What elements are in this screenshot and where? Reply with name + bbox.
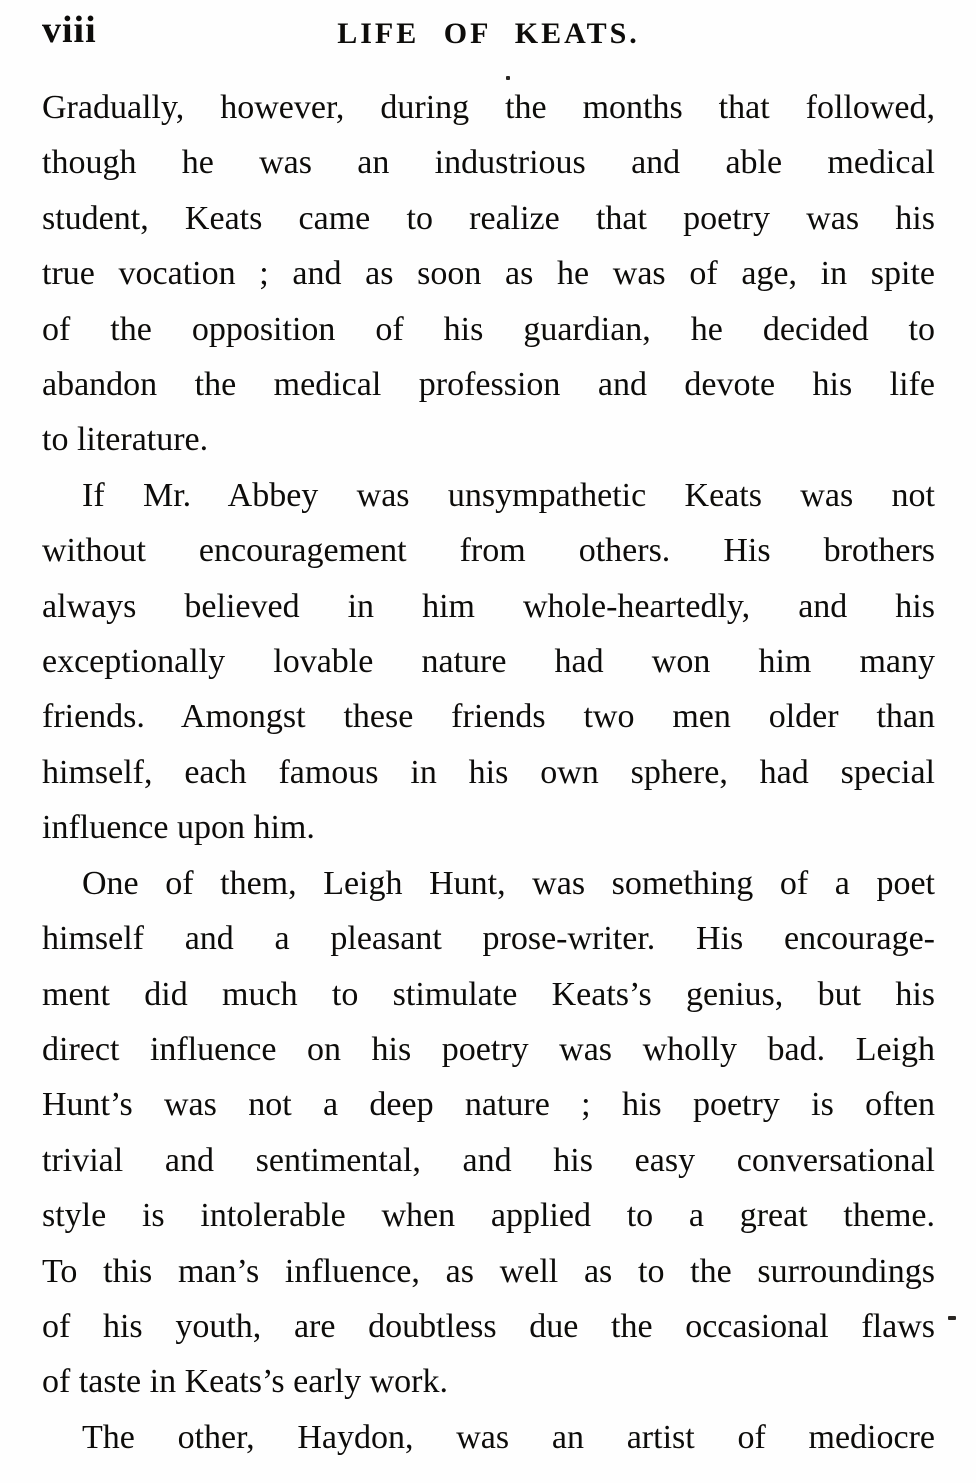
text-line: student, Keats came to realize that poetry was his — [42, 199, 935, 237]
text-line: though he was an industrious and able medical — [42, 144, 935, 182]
text-line: friends. Amongst these friends two men older than — [42, 698, 935, 736]
text-line: direct influence on his poetry was wholly bad. Leigh — [42, 1030, 935, 1068]
text-line: One of them, Leigh Hunt, was something of a poet — [82, 864, 935, 902]
text-line: exceptionally lovable nature had won him many — [42, 643, 935, 681]
text-line: himself and a pleasant prose-writer. His encourage- — [42, 920, 935, 958]
text-line: to literature. — [42, 421, 209, 459]
text-line: influence upon him. — [42, 809, 315, 847]
para-leigh-hunt — [42, 856, 935, 1410]
page-text — [42, 80, 935, 1465]
text-line: abandon the medical profession and devote his life — [42, 366, 935, 404]
text-line: style is intolerable when applied to a great theme. — [42, 1197, 935, 1235]
text-line: true vocation ; and as soon as he was of age, in spite — [42, 255, 935, 293]
scan-speck — [506, 76, 510, 80]
text-line: of the opposition of his guardian, he decided to — [42, 310, 935, 348]
text-line: Gradually, however, during the months that followed, — [42, 89, 935, 126]
running-title: LIFE OF KEATS. — [337, 17, 640, 50]
text-line: of taste in Keats’s early work. — [42, 1363, 448, 1401]
para-haydon — [42, 1410, 935, 1465]
text-line: ment did much to stimulate Keats’s genius, but his — [42, 975, 935, 1013]
text-line: himself, each famous in his own sphere, had special — [42, 753, 935, 791]
text-line: Hunt’s was not a deep nature ; his poetry is often — [42, 1086, 935, 1124]
page-number: viii — [42, 9, 97, 51]
text-line: trivial and sentimental, and his easy conversational — [42, 1141, 935, 1179]
text-line: without encouragement from others. His brothers — [42, 532, 935, 570]
text-line: If Mr. Abbey was unsympathetic Keats was not — [82, 476, 935, 514]
text-line: The other, Haydon, was an artist of mediocre — [82, 1418, 935, 1456]
para-abbey-encouragement — [42, 468, 935, 856]
scan-speck — [948, 1316, 956, 1320]
text-line: of his youth, are doubtless due the occasional flaws — [42, 1307, 935, 1345]
text-line: always believed in him whole-heartedly, and his — [42, 587, 935, 625]
running-header — [42, 6, 935, 54]
para-medical-to-literature — [42, 80, 935, 468]
text-line: To this man’s influence, as well as to the surroundings — [42, 1252, 935, 1290]
